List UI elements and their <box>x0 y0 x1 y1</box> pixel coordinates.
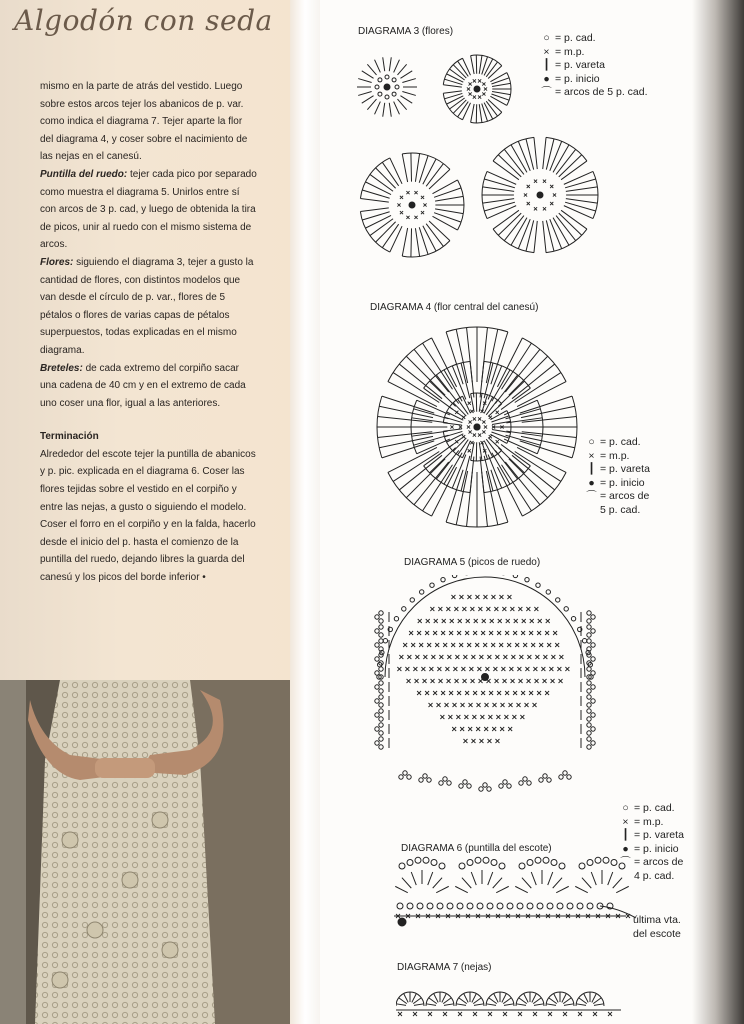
start-point-icon: ● <box>622 842 629 855</box>
diagram-5-hem-point <box>360 575 610 815</box>
paragraph-lead: Breteles: <box>40 362 83 374</box>
diagram-7-nejas <box>396 980 626 1020</box>
double-crochet-icon: ┃ <box>543 59 550 71</box>
chain-arch-icon: ⌒ <box>586 490 597 502</box>
page-title: Algodón con seda <box>14 4 273 37</box>
paragraph-flores: Flores: siguiendo el diagrama 3, tejer a gusto la cantidad de flores, con distintos modelos que van desde el círculo de p. var., flores de 5 pétalos o flores de varias capas de pétalos superpuestos, todas explicadas en el mismo diagrama. <box>40 256 254 356</box>
paragraph-continuation: mismo en la parte de atrás del vestido. Luego sobre estos arcos tejer los abanicos de p. var. como indica el diagrama 7. Tejer aparte la flor del diagrama 4, y coser sobre el nacimiento de las nejas en el canesú. <box>40 81 248 163</box>
dress-photo <box>0 680 293 1024</box>
diagram-6-note: última vta. del escote <box>633 914 681 940</box>
single-crochet-icon: × <box>588 449 595 462</box>
start-point-icon: ● <box>588 476 595 489</box>
single-crochet-icon: × <box>543 45 550 58</box>
chain-arch-icon: ⌒ <box>541 86 552 98</box>
diagram-6-neckline-edging <box>388 852 648 932</box>
paragraph-lead: Flores: <box>40 256 74 268</box>
page-gutter <box>290 0 320 1024</box>
diagram-3-flowers <box>350 45 610 265</box>
legend-diagram-3: ○ = p. cad. × = m.p. ┃ = p. vareta ● = p. inicio ⌒ = arcos de 5 p. cad. <box>541 32 648 98</box>
chain-stitch-icon: ○ <box>543 32 550 44</box>
paragraph-terminacion: Alrededor del escote tejer la puntilla de abanicos y p. pic. explicada en el diagrama 6. Coser las flores tejidas sobre el vestido en el corpiño y entre las nejas, a gusto o siguiendo el modelo. Coser el forro en el corpiño y en la falda, hacerlo desde el inicio del p. hasta el comienzo de la puntilla del ruedo, dejando libres la guarda del canesú y los picos del borde inferior • <box>40 448 256 584</box>
diagram-4-label: DIAGRAMA 4 (flor central del canesú) <box>370 302 539 313</box>
section-heading: Terminación <box>40 431 99 443</box>
chain-stitch-icon: ○ <box>588 436 595 448</box>
diagram-6-label: DIAGRAMA 6 (puntilla del escote) <box>401 843 552 854</box>
diagram-3-label: DIAGRAMA 3 (flores) <box>358 26 454 37</box>
single-crochet-icon: × <box>622 815 629 828</box>
paragraph-puntilla: Puntilla del ruedo: tejer cada pico por separado como muestra el diagrama 5. Unirlos entre sí con arcos de 3 p. cad, y luego de obtenida la tira de picos, unir al ruedo con el mismo sistema de arcos. <box>40 168 257 251</box>
chain-stitch-icon: ○ <box>622 802 629 814</box>
left-page <box>0 0 300 1024</box>
diagram-5-label: DIAGRAMA 5 (picos de ruedo) <box>404 557 541 568</box>
diagram-7-label: DIAGRAMA 7 (nejas) <box>397 962 492 973</box>
double-crochet-icon: ┃ <box>622 829 629 841</box>
paragraph-lead: Puntilla del ruedo: <box>40 168 128 180</box>
instructions-text <box>40 78 258 587</box>
chain-arch-icon: ⌒ <box>620 856 631 868</box>
paragraph-breteles: Breteles: de cada extremo del corpiño sacar una cadena de 40 cm y en el extremo de cada uno coser una flor, igual a las anteriores. <box>40 362 246 409</box>
page-edge-shadow <box>692 0 744 1024</box>
start-point-icon: ● <box>543 72 550 85</box>
double-crochet-icon: ┃ <box>588 463 595 475</box>
diagram-4-flower <box>370 320 585 535</box>
legend-diagram-6: ○ = p. cad. × = m.p. ┃ = p. vareta ● = p. inicio ⌒ = arcos de 4 p. cad. <box>620 802 684 882</box>
legend-diagram-4: ○ = p. cad. × = m.p. ┃ = p. vareta ● = p. inicio ⌒ = arcos de 5 p. cad. <box>586 436 650 516</box>
